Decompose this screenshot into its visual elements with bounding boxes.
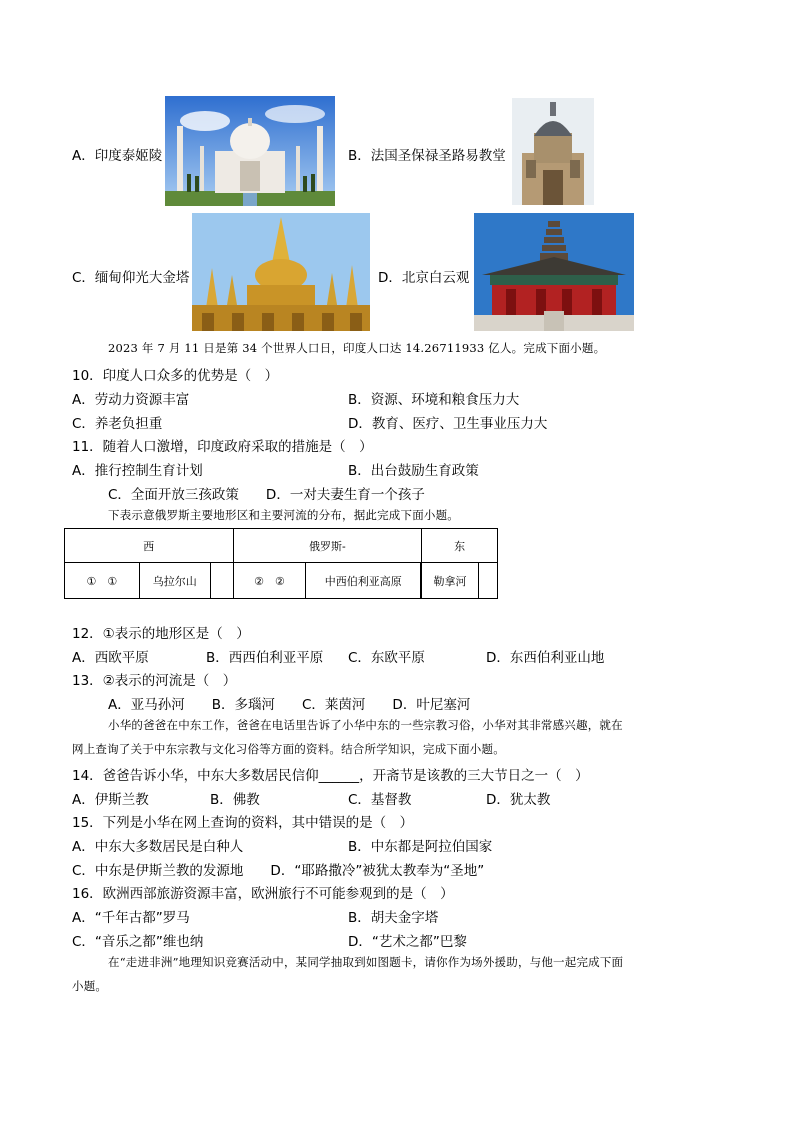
q16-option-b[interactable]: B．胡夫金字塔 [348,910,439,926]
table-cell-empty-1 [210,563,233,599]
table-cell-3: ② ② [233,563,306,599]
q12-stem: 12．①表示的地形区是（ ） [72,626,250,642]
q13-stem: 13．②表示的河流是（ ） [72,673,237,689]
taj-mahal-image [165,96,335,206]
q15-stem: 15．下列是小华在网上查询的资料，其中错误的是（ ） [72,815,414,831]
africa-intro-line2: 小题。 [72,979,108,993]
q11-option-cd[interactable]: C．全面开放三孩政策 D．一对夫妻生育一个孩子 [108,487,425,503]
q16-option-a[interactable]: A．“千年古都”罗马 [72,910,190,926]
q15-option-b[interactable]: B．中东都是阿拉伯国家 [348,839,493,855]
q15-option-cd[interactable]: C．中东是伊斯兰教的发源地 D．“耶路撒冷”被犹太教奉为“圣地” [72,863,485,879]
church-image [512,98,594,205]
q10-option-d[interactable]: D．教育、医疗、卫生事业压力大 [348,416,548,432]
q10-option-c[interactable]: C．养老负担重 [72,416,163,432]
shwedagon-pagoda-image [192,213,370,331]
table-cell-2: 乌拉尔山 [139,563,210,599]
mideast-intro-line2: 网上查询了关于中东宗教与文化习俗等方面的资料。结合所学知识，完成下面小题。 [72,742,505,756]
baiyun-temple-image [474,213,634,331]
population-intro: 2023 年 7 月 11 日是第 34 个世界人口日，印度人口达 14.26711933 亿人。完成下面小题。 [108,341,606,355]
q12-option-d[interactable]: D．东西伯利亚山地 [486,650,605,666]
q14-option-c[interactable]: C．基督教 [348,792,412,808]
option-d-label: D．北京白云观 [378,270,470,286]
russia-intro: 下表示意俄罗斯主要地形区和主要河流的分布，据此完成下面小题。 [108,508,459,522]
q14-option-a[interactable]: A．伊斯兰教 [72,792,149,808]
table-cell-empty-3 [478,563,497,599]
q11-stem: 11．随着人口激增，印度政府采取的措施是（ ） [72,439,373,455]
q16-option-d[interactable]: D．“艺术之都”巴黎 [348,934,467,950]
q10-stem: 10．印度人口众多的优势是（ ） [72,368,279,384]
q10-option-b[interactable]: B．资源、环境和粮食压力大 [348,392,520,408]
q14-stem: 14．爸爸告诉小华，中东大多数居民信仰______，开斋节是该教的三大节日之一（ ） [72,768,589,784]
q12-option-b[interactable]: B．西西伯利亚平原 [206,650,324,666]
table-east: 东 [422,529,498,563]
q10-option-a[interactable]: A．劳动力资源丰富 [72,392,190,408]
q14-option-d[interactable]: D．犹太教 [486,792,551,808]
q16-stem: 16．欧洲西部旅游资源丰富，欧洲旅行不可能参观到的是（ ） [72,886,454,902]
africa-intro-line1: 在“走进非洲”地理知识竞赛活动中，某同学抽取到如图题卡，请你作为场外援助，与他一起完成下面 [108,955,624,969]
table-cell-4: 中西伯利亚高原 [306,563,421,599]
option-a-label: A．印度泰姬陵 [72,148,163,164]
q14-option-b[interactable]: B．佛教 [210,792,260,808]
table-cell-1: ① ① [65,563,140,599]
option-b-label: B．法国圣保禄圣路易教堂 [348,148,506,164]
q12-option-c[interactable]: C．东欧平原 [348,650,425,666]
mideast-intro-line1: 小华的爸爸在中东工作，爸爸在电话里告诉了小华中东的一些宗教习俗，小华对其非常感兴趣，就在 [108,718,623,732]
q13-options[interactable]: A．亚马孙河 B．多瑙河 C．莱茵河 D．叶尼塞河 [108,697,471,713]
q16-option-c[interactable]: C．“音乐之都”维也纳 [72,934,204,950]
table-cell-5: 勒拿河 [422,563,479,599]
q11-option-a[interactable]: A．推行控制生育计划 [72,463,203,479]
table-center: 俄罗斯- [233,529,422,563]
option-c-label: C．缅甸仰光大金塔 [72,270,190,286]
q11-option-b[interactable]: B．出台鼓励生育政策 [348,463,479,479]
table-west: 西 [65,529,234,563]
q12-option-a[interactable]: A．西欧平原 [72,650,149,666]
russia-terrain-table [64,528,498,599]
q15-option-a[interactable]: A．中东大多数居民是白种人 [72,839,244,855]
